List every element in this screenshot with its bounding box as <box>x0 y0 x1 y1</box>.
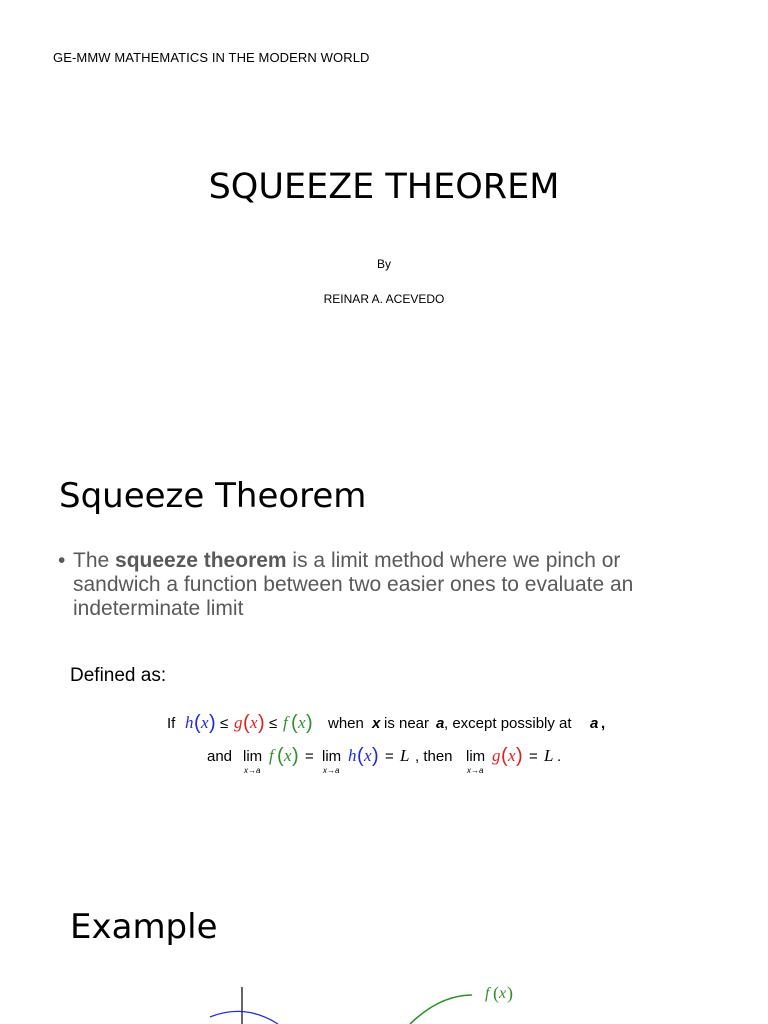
bullet-bold-term: squeeze theorem <box>115 549 287 572</box>
formula-lim: lim <box>466 748 486 765</box>
formula-lim-sub: x→a <box>244 766 261 775</box>
formula-paren: ( <box>291 712 298 734</box>
curve-label-paren: ( <box>493 983 499 1003</box>
formula-a: a <box>590 715 599 732</box>
formula-L: L <box>544 746 554 765</box>
author-name: REINAR A. ACEVEDO <box>323 292 445 306</box>
formula-h: h <box>185 713 194 732</box>
formula-and: and <box>207 748 233 765</box>
formula-x-var: x <box>372 715 381 732</box>
formula-x: x <box>298 713 306 732</box>
curve-f <box>410 995 472 1024</box>
formula-paren: ) <box>372 745 379 767</box>
curve-label-f: f <box>485 985 490 1002</box>
defined-as-label: Defined as: <box>70 665 167 686</box>
title-slide <box>0 0 768 420</box>
slide-heading: Squeeze Theorem <box>59 476 367 516</box>
curve-label-x: x <box>499 985 507 1002</box>
formula-lim: lim <box>322 748 342 765</box>
formula-when: when <box>328 715 364 732</box>
formula-lim-sub: x→a <box>467 766 484 775</box>
presentation-title: SQUEEZE THEOREM <box>208 167 560 207</box>
formula-x: x <box>201 713 209 732</box>
slide-heading: Example <box>70 907 218 947</box>
squeeze-theorem-formula <box>165 708 625 778</box>
formula-leq: ≤ <box>220 715 229 732</box>
formula-is-near: is near <box>384 715 430 732</box>
formula-x: x <box>364 746 372 765</box>
bullet-text <box>73 549 698 621</box>
formula-paren: ( <box>194 712 201 734</box>
formula-f: f <box>269 746 274 765</box>
example-graph <box>200 975 530 1024</box>
formula-then: , then <box>415 748 453 765</box>
formula-L: L <box>400 746 410 765</box>
formula-x: x <box>508 746 516 765</box>
formula-g: g <box>492 746 501 765</box>
formula-paren: ( <box>357 745 364 767</box>
formula-paren: ( <box>501 745 508 767</box>
formula-x: x <box>284 746 292 765</box>
by-label: By <box>376 257 391 271</box>
formula-eq: = <box>385 748 394 765</box>
example-slide <box>0 880 768 1024</box>
formula-eq: = <box>529 748 538 765</box>
curve-h <box>210 1011 278 1024</box>
formula-paren: ) <box>306 712 313 734</box>
formula-lim: lim <box>243 748 263 765</box>
formula-eq: = <box>305 748 314 765</box>
formula-paren: ) <box>516 745 523 767</box>
formula-a: a <box>436 715 445 732</box>
curve-label-paren: ) <box>507 983 513 1003</box>
formula-lim-sub: x→a <box>323 766 340 775</box>
formula-paren: ) <box>209 712 216 734</box>
formula-f: f <box>283 713 288 732</box>
formula-paren: ) <box>258 712 265 734</box>
bullet-prefix: The <box>73 549 116 572</box>
definition-slide <box>0 440 768 860</box>
formula-leq: ≤ <box>269 715 278 732</box>
bullet-point <box>58 549 698 621</box>
bullet-rest: is a limit method where we pinch or sandwich a function between two easier ones to evaluate an indeterminate limit <box>73 549 634 620</box>
formula-comma: , <box>601 715 606 732</box>
formula-period: . <box>557 748 562 765</box>
formula-x: x <box>250 713 258 732</box>
course-name: GE-MMW MATHEMATICS IN THE MODERN WORLD <box>53 50 370 65</box>
formula-if: If <box>167 715 176 732</box>
formula-paren: ( <box>277 745 284 767</box>
bullet-icon: • <box>58 549 66 572</box>
formula-paren: ( <box>243 712 250 734</box>
formula-paren: ) <box>292 745 299 767</box>
formula-g: g <box>234 713 243 732</box>
formula-h: h <box>348 746 357 765</box>
formula-except: , except possibly at <box>444 715 572 732</box>
